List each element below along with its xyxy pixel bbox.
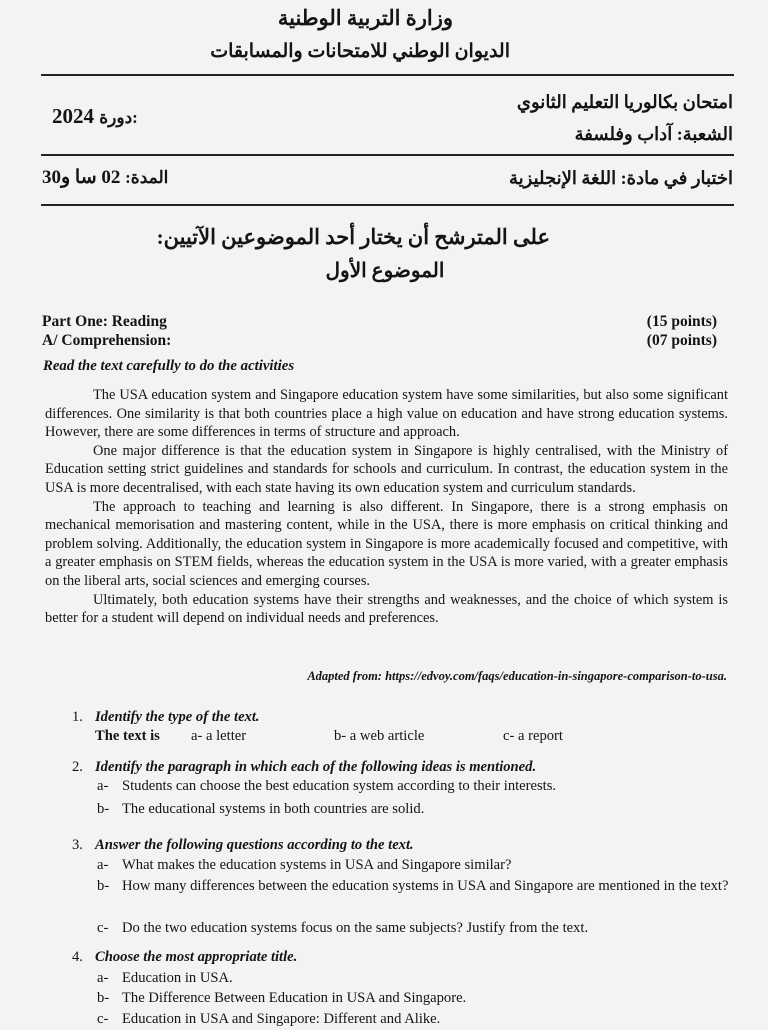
- question-prompt: Identify the type of the text.: [95, 709, 260, 725]
- session-line: [52, 104, 138, 129]
- section-title: A/ Comprehension:: [42, 332, 172, 349]
- item-text: How many differences between the education systems in USA and Singapore are mentioned in the text?: [122, 878, 729, 894]
- item-text: Education in USA.: [122, 970, 233, 986]
- choice-b: b- a web article: [334, 728, 425, 744]
- question-number: 4.: [72, 949, 83, 965]
- question-4-header: [72, 948, 297, 968]
- question-2-header: [72, 758, 536, 778]
- question-number: 2.: [72, 759, 83, 775]
- question-3-item-b: [97, 877, 742, 897]
- part-points: (15 points): [646, 313, 717, 330]
- choice-instruction: على المترشح أن يختار أحد الموضوعين الآتيين:: [156, 225, 550, 249]
- paragraph-1: The USA education system and Singapore education system have some similarities, but also some significant differences. One similarity is that both countries place a high value on education and have strong education systems. However, there are some differences in terms of structure and approach.: [45, 387, 728, 441]
- topic-title: الموضوع الأول: [325, 260, 445, 282]
- part-title: Part One: Reading: [42, 313, 167, 330]
- item-label: b-: [97, 878, 110, 894]
- ministry-name: وزارة التربية الوطنية: [277, 6, 453, 30]
- duration-line: [42, 166, 168, 189]
- header-divider-middle: [41, 154, 734, 156]
- question-2-item-a: [97, 777, 556, 797]
- exam-name: امتحان بكالوريا التعليم الثانوي: [516, 92, 733, 112]
- paragraph-2: One major difference is that the education system in Singapore is highly centralised, with the Ministry of Education setting strict guidelines and standards for schools and curriculum. In contrast, the education system in the USA is more decentralised, with each state having its own education system and curriculum standards.: [45, 442, 728, 496]
- question-1-lead: The text is: [95, 728, 160, 744]
- text-source: Adapted from: https://edvoy.com/faqs/education-in-singapore-comparison-to-usa.: [307, 669, 727, 683]
- item-label: a-: [97, 778, 109, 794]
- question-3-item-a: [97, 856, 512, 876]
- question-number: 1.: [72, 709, 83, 725]
- header-divider-bottom: [41, 204, 734, 206]
- item-label: b-: [97, 801, 110, 817]
- item-label: a-: [97, 857, 109, 873]
- question-3-item-c: [97, 919, 588, 939]
- question-prompt: Identify the paragraph in which each of the following ideas is mentioned.: [95, 759, 537, 775]
- item-text: Students can choose the best education system according to their interests.: [122, 778, 557, 794]
- item-text: Do the two education systems focus on the same subjects? Justify from the text.: [122, 920, 589, 936]
- item-text: The educational systems in both countries are solid.: [122, 801, 425, 817]
- reading-instruction: Read the text carefully to do the activities: [43, 358, 295, 374]
- question-number: 3.: [72, 837, 83, 853]
- session-label: دورة:: [99, 108, 138, 127]
- reading-text: [45, 386, 728, 628]
- question-prompt: Answer the following questions according to the text.: [95, 837, 414, 853]
- question-1-header: [72, 708, 260, 728]
- session-year: 2024: [52, 104, 94, 128]
- office-name: الديوان الوطني للامتحانات والمسابقات: [210, 41, 510, 62]
- item-text: The Difference Between Education in USA and Singapore.: [122, 990, 467, 1006]
- item-text: What makes the education systems in USA and Singapore similar?: [122, 857, 512, 873]
- stream-name: الشعبة: آداب وفلسفة: [574, 124, 733, 144]
- choice-a: a- a letter: [191, 728, 247, 744]
- question-2-item-b: [97, 800, 424, 820]
- item-label: b-: [97, 990, 110, 1006]
- question-4-item-a: [97, 969, 233, 989]
- duration-label: المدة:: [125, 168, 169, 187]
- header-divider-top: [41, 74, 734, 76]
- question-4-item-b: [97, 989, 466, 1009]
- question-prompt: Choose the most appropriate title.: [95, 949, 298, 965]
- item-label: a-: [97, 970, 109, 986]
- subject-name: اختبار في مادة: اللغة الإنجليزية: [509, 168, 733, 188]
- section-points: (07 points): [646, 332, 717, 349]
- item-label: c-: [97, 920, 109, 936]
- question-4-item-c: [97, 1010, 440, 1030]
- duration-value: 02 سا و30: [42, 167, 121, 188]
- item-text: Education in USA and Singapore: Different and Alike.: [122, 1011, 441, 1027]
- choice-c: c- a report: [503, 728, 563, 744]
- paragraph-4: Ultimately, both education systems have their strengths and weaknesses, and the choice of which system is better for a student will depend on individual needs and preferences.: [45, 591, 728, 627]
- item-label: c-: [97, 1011, 109, 1027]
- paragraph-3: The approach to teaching and learning is also different. In Singapore, there is a strong emphasis on mechanical memorisation and mastering content, while in the USA, there is more emphasis on critical thinking and problem solving. Additionally, the education system in Singapore is more academically focused and competitive, with a greater emphasis on STEM fields, whereas the education system in the USA is more varied, with a greater emphasis on the liberal arts, social sciences and emerging courses.: [45, 498, 728, 589]
- question-3-header: [72, 836, 414, 856]
